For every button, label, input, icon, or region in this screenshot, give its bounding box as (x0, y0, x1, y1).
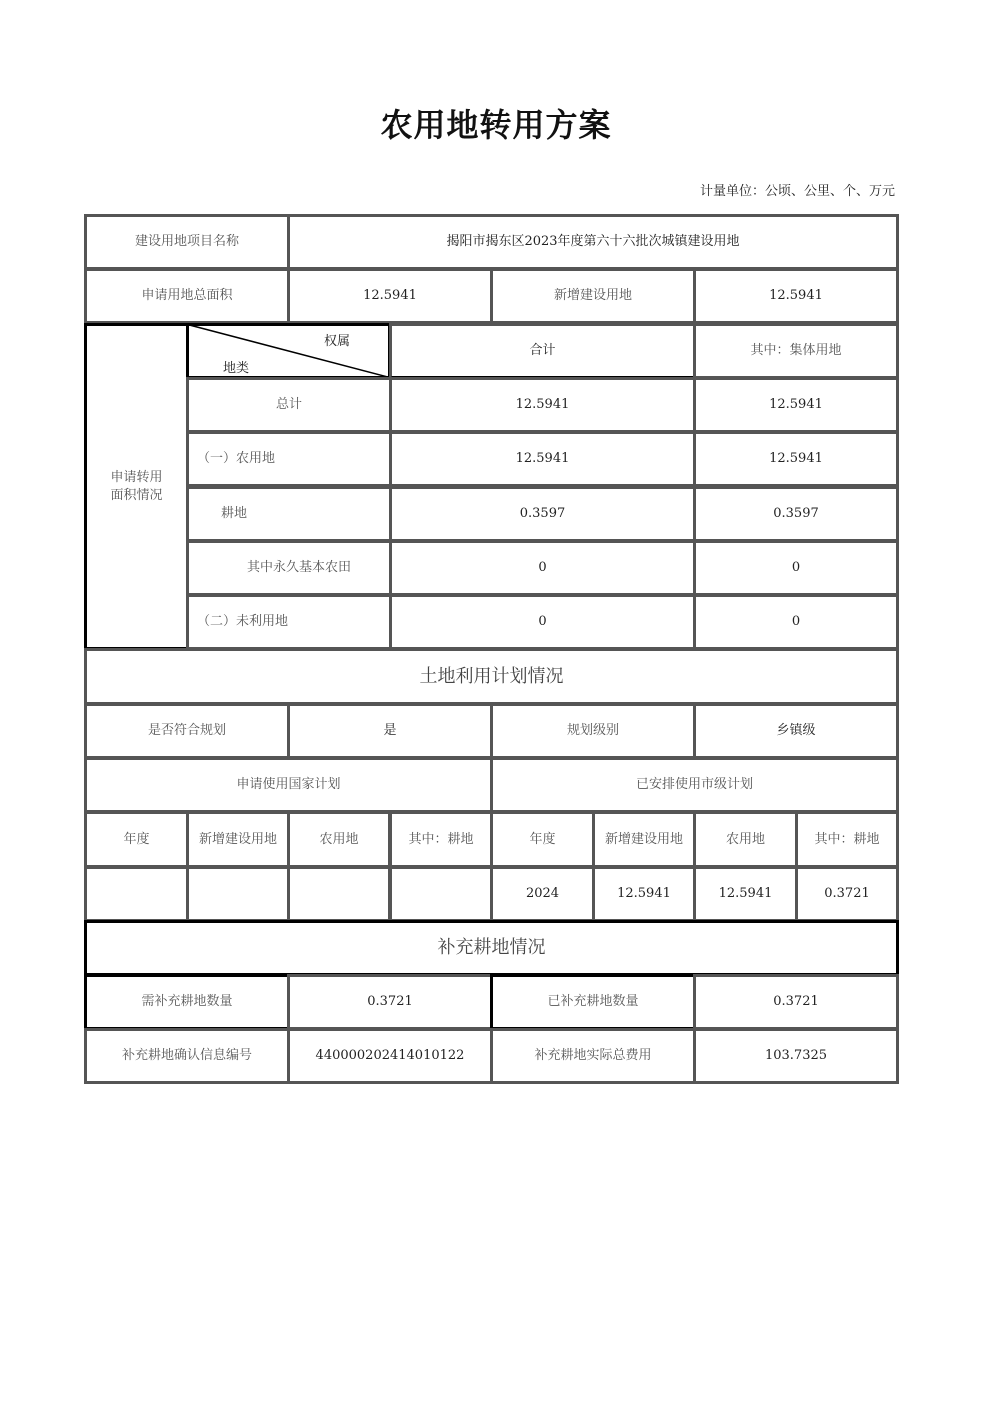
done-supplement-label: 已补充耕地数量 (490, 974, 696, 1030)
need-supplement-value: 0.3721 (287, 974, 493, 1030)
conform-value: 是 (287, 703, 493, 759)
diagonal-header-top: 权属 (324, 334, 351, 349)
national-header-year: 年度 (84, 811, 189, 868)
city-value-new: 12.5941 (592, 866, 696, 922)
conform-label: 是否符合规划 (84, 703, 290, 759)
row-farmland-sum: 0.3597 (389, 486, 696, 542)
done-supplement-value: 0.3721 (693, 974, 899, 1030)
diagonal-header-lines (186, 323, 391, 379)
city-plan-label: 已安排使用市级计划 (490, 757, 899, 813)
row-label-total: 总计 (186, 377, 392, 433)
national-value-new (186, 866, 290, 922)
confirm-id-label: 补充耕地确认信息编号 (84, 1028, 290, 1084)
row-label-unused: （二）未利用地 (186, 594, 392, 650)
city-header-farmland: 其中：耕地 (795, 811, 899, 868)
city-value-year: 2024 (490, 866, 595, 922)
city-header-agri: 农用地 (693, 811, 798, 868)
city-value-farmland: 0.3721 (795, 866, 899, 922)
diagonal-header-bottom: 地类 (223, 361, 250, 376)
diagonal-header (186, 323, 391, 379)
page-title: 农用地转用方案 (380, 106, 612, 144)
row-unused-collective: 0 (693, 594, 899, 650)
new-construction-value: 12.5941 (693, 268, 899, 324)
national-plan-label: 申请使用国家计划 (84, 757, 493, 813)
plan-level-label: 规划级别 (490, 703, 696, 759)
confirm-id-value: 440000202414010122 (287, 1028, 493, 1084)
new-construction-label: 新增建设用地 (490, 268, 696, 324)
row-label-basic-farmland: 其中永久基本农田 (186, 540, 392, 596)
project-name-value: 揭阳市揭东区2023年度第六十六批次城镇建设用地 (287, 214, 899, 270)
row-agricultural-collective: 12.5941 (693, 431, 899, 487)
row-basic-farmland-collective: 0 (693, 540, 899, 596)
city-value-agri: 12.5941 (693, 866, 798, 922)
total-cost-label: 补充耕地实际总费用 (490, 1028, 696, 1084)
row-total-collective: 12.5941 (693, 377, 899, 433)
national-value-agri (287, 866, 391, 922)
row-label-farmland: 耕地 (186, 486, 392, 542)
row-label-agricultural: （一）农用地 (186, 431, 392, 487)
city-header-new: 新增建设用地 (592, 811, 696, 868)
national-value-year (84, 866, 189, 922)
col-total-header: 合计 (389, 323, 696, 379)
project-name-label: 建设用地项目名称 (84, 214, 290, 270)
unit-note: 计量单位：公顷、公里、个、万元 (699, 184, 895, 199)
row-total-sum: 12.5941 (389, 377, 696, 433)
total-area-label: 申请用地总面积 (84, 268, 290, 324)
row-basic-farmland-sum: 0 (389, 540, 696, 596)
row-unused-sum: 0 (389, 594, 696, 650)
total-area-value: 12.5941 (287, 268, 493, 324)
need-supplement-label: 需补充耕地数量 (84, 974, 290, 1030)
total-cost-value: 103.7325 (693, 1028, 899, 1084)
row-agricultural-sum: 12.5941 (389, 431, 696, 487)
supplement-section-title: 补充耕地情况 (84, 920, 899, 976)
col-collective-header: 其中：集体用地 (693, 323, 899, 379)
plan-section-title: 土地利用计划情况 (84, 648, 899, 705)
national-header-agri: 农用地 (287, 811, 391, 868)
national-value-farmland (389, 866, 493, 922)
national-header-farmland: 其中：耕地 (389, 811, 493, 868)
row-farmland-collective: 0.3597 (693, 486, 899, 542)
national-header-new: 新增建设用地 (186, 811, 290, 868)
conversion-group-label: 申请转用 面积情况 (84, 323, 189, 650)
city-header-year: 年度 (490, 811, 595, 868)
plan-level-value: 乡镇级 (693, 703, 899, 759)
